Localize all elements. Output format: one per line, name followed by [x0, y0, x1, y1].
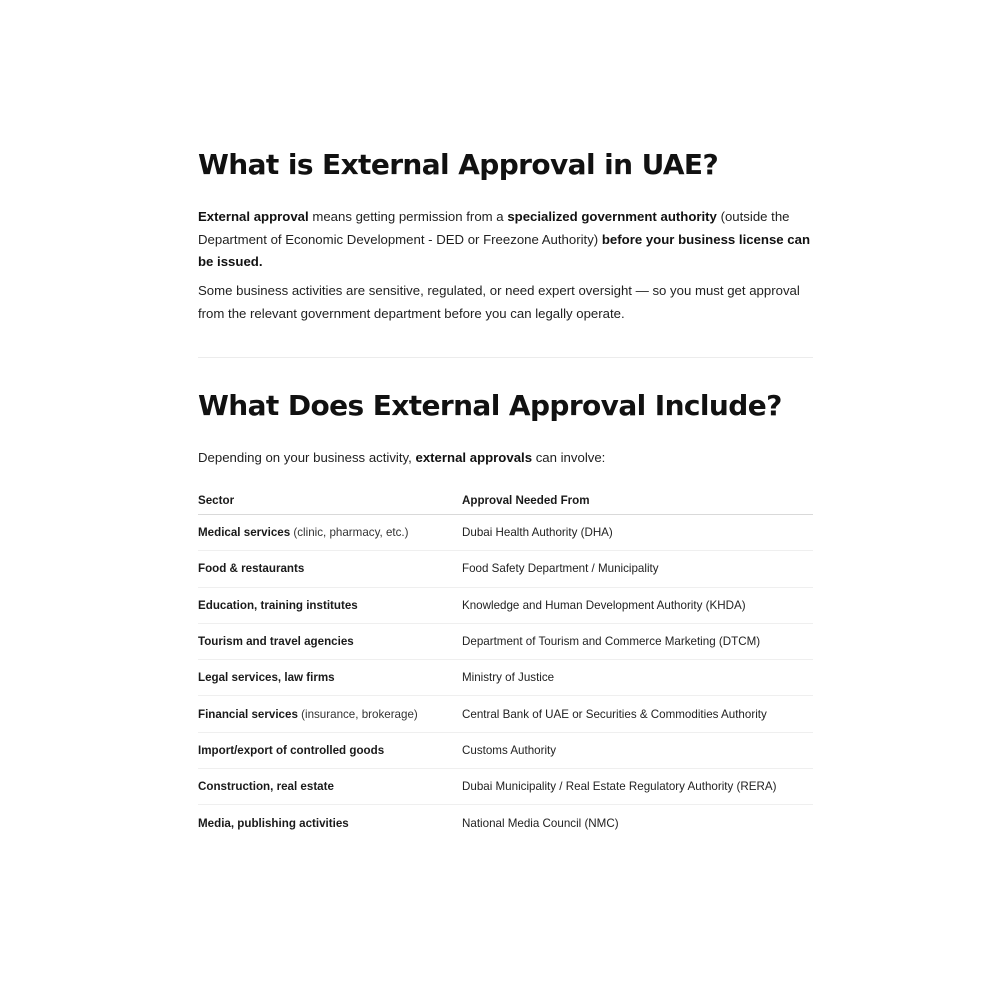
sector-name: Financial services — [198, 707, 298, 721]
section-heading: What Does External Approval Include? — [198, 389, 782, 422]
section-divider — [198, 357, 813, 358]
authority-cell: Dubai Municipality / Real Estate Regulatory Authority (RERA) — [462, 769, 813, 805]
table-row — [198, 587, 813, 623]
authority-cell: Dubai Health Authority (DHA) — [462, 515, 813, 551]
sector-name: Tourism and travel agencies — [198, 635, 354, 649]
sector-cell — [198, 660, 462, 696]
table-row — [198, 696, 813, 732]
sector-name: Medical services — [198, 526, 291, 540]
sector-name: Construction, real estate — [198, 780, 334, 794]
sector-name: Legal services, law firms — [198, 671, 335, 685]
bold-term: External approval — [198, 209, 309, 224]
authority-cell: Knowledge and Human Development Authority (KHDA) — [462, 587, 813, 623]
text-span: can involve: — [532, 450, 606, 465]
section-heading: What is External Approval in UAE? — [198, 148, 719, 181]
table-row — [198, 732, 813, 768]
bold-term: before your business license can be issued. — [198, 231, 811, 270]
sector-name: Food & restaurants — [198, 562, 305, 576]
sector-cell — [198, 623, 462, 659]
table-row — [198, 769, 813, 805]
sector-cell — [198, 696, 462, 732]
column-header-approval: Approval Needed From — [462, 486, 813, 515]
definition-paragraph — [198, 206, 813, 274]
sector-name: Media, publishing activities — [198, 816, 349, 830]
sector-cell — [198, 732, 462, 768]
text-span: means getting permission from a — [308, 209, 508, 224]
table-row — [198, 660, 813, 696]
authority-cell: Department of Tourism and Commerce Marketing (DTCM) — [462, 623, 813, 659]
sector-cell — [198, 515, 462, 551]
authority-cell: Food Safety Department / Municipality — [462, 551, 813, 587]
sector-cell — [198, 805, 462, 841]
sector-name: Import/export of controlled goods — [198, 743, 385, 757]
explanation-paragraph: Some business activities are sensitive, regulated, or need expert oversight — so you must get approval from the relevant government department before you can legally operate. — [198, 283, 800, 321]
column-header-sector: Sector — [198, 486, 462, 515]
table-row — [198, 551, 813, 587]
approvals-table — [198, 486, 813, 841]
authority-cell: Central Bank of UAE or Securities & Commodities Authority — [462, 696, 813, 732]
sector-cell — [198, 587, 462, 623]
sector-cell — [198, 769, 462, 805]
authority-cell: National Media Council (NMC) — [462, 816, 619, 830]
authority-cell: Ministry of Justice — [462, 660, 813, 696]
sector-note: (insurance, brokerage) — [297, 707, 418, 721]
text-span: (outside the Department of Economic Development - DED or Freezone Authority) — [198, 209, 790, 247]
table-header-row — [198, 486, 813, 515]
sector-cell — [198, 551, 462, 587]
table-row — [198, 805, 813, 841]
bold-term: specialized government authority — [507, 209, 717, 224]
text-span: Depending on your business activity, — [198, 450, 416, 465]
bold-term: external approvals — [415, 450, 533, 465]
intro-paragraph — [198, 447, 813, 470]
sector-name: Education, training institutes — [198, 598, 358, 612]
sector-note: (clinic, pharmacy, etc.) — [290, 526, 409, 540]
table-row — [198, 623, 813, 659]
authority-cell: Customs Authority — [462, 732, 813, 768]
table-row — [198, 515, 813, 551]
